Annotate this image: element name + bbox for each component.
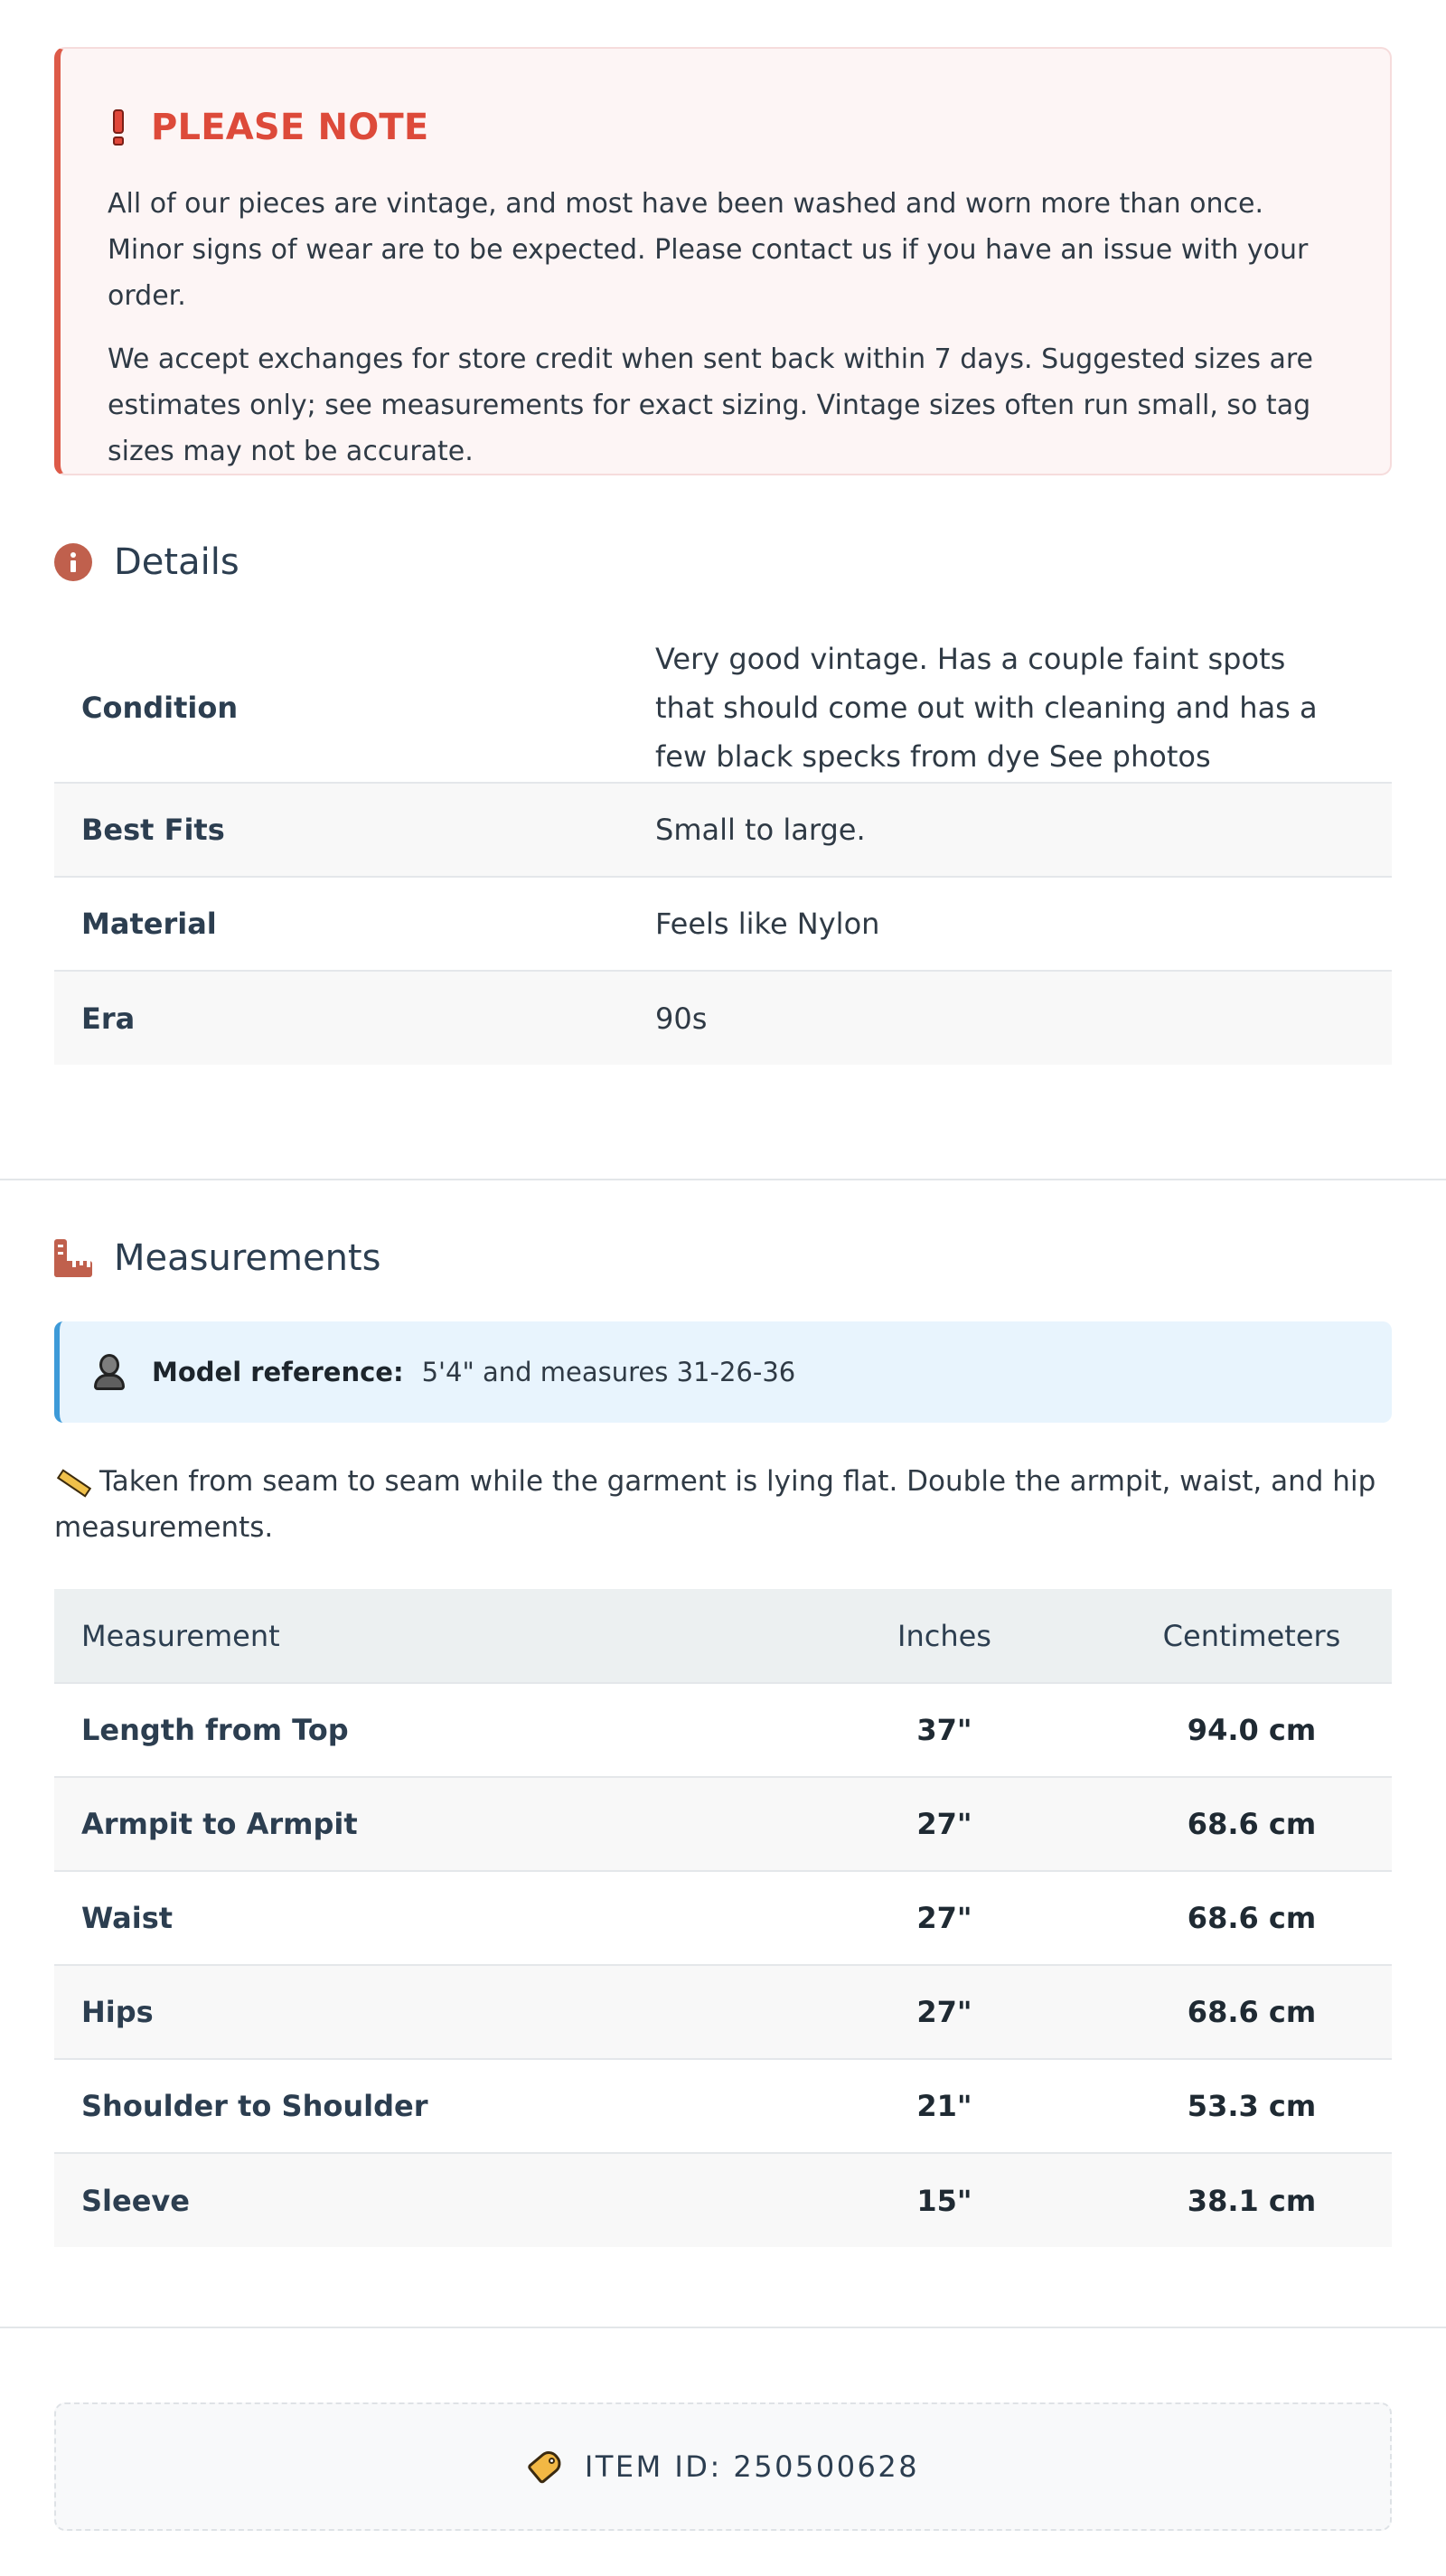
pencil-icon xyxy=(54,1470,90,1493)
table-row xyxy=(54,1871,1392,1965)
measurement-cm: 68.6 cm xyxy=(1112,1777,1392,1871)
measurement-name: Length from Top xyxy=(54,1683,777,1777)
model-reference-value: 5'4" and measures 31-26-36 xyxy=(421,1357,796,1387)
person-icon xyxy=(94,1354,125,1390)
details-row xyxy=(54,783,1392,877)
item-id-text: ITEM ID: 250500628 xyxy=(584,2449,920,2484)
measurement-inches: 27" xyxy=(777,1777,1112,1871)
info-icon xyxy=(54,543,92,581)
details-value: Feels like Nylon xyxy=(655,877,1392,971)
measurement-cm: 94.0 cm xyxy=(1112,1683,1392,1777)
section-divider xyxy=(0,1179,1446,1180)
measurement-cm: 38.1 cm xyxy=(1112,2153,1392,2247)
measurements-header xyxy=(54,1231,1392,1285)
model-reference-box xyxy=(54,1321,1392,1423)
details-row xyxy=(54,877,1392,971)
measurement-cm: 68.6 cm xyxy=(1112,1965,1392,2059)
table-row xyxy=(54,1777,1392,1871)
section-title: Details xyxy=(114,541,239,583)
details-label: Era xyxy=(54,971,655,1065)
measurements-table xyxy=(54,1589,1392,2247)
measurement-name: Waist xyxy=(54,1871,777,1965)
please-note-box xyxy=(54,47,1392,475)
measurement-cm: 68.6 cm xyxy=(1112,1871,1392,1965)
column-header-centimeters: Centimeters xyxy=(1112,1589,1392,1683)
notice-paragraph: All of our pieces are vintage, and most have been washed and worn more than once. Minor signs of wear are to be expected. Please contact us if you have an issue with your order. xyxy=(108,188,1309,312)
column-header-inches: Inches xyxy=(777,1589,1112,1683)
details-value: Very good vintage. Has a couple faint spots that should come out with cleaning and has a few black specks from dye See photos xyxy=(655,633,1392,783)
details-header xyxy=(54,535,1392,589)
measurement-note xyxy=(54,1459,1392,1551)
table-header-row xyxy=(54,1589,1392,1683)
details-row xyxy=(54,971,1392,1065)
details-value: Small to large. xyxy=(655,783,1392,877)
measurement-note-text: Taken from seam to seam while the garment is lying flat. Double the armpit, waist, and hip measurements. xyxy=(54,1465,1376,1544)
measurement-name: Sleeve xyxy=(54,2153,777,2247)
exclamation-icon xyxy=(108,109,127,146)
details-table xyxy=(54,633,1392,1065)
table-row xyxy=(54,1965,1392,2059)
section-title: Measurements xyxy=(114,1237,381,1279)
item-id-box xyxy=(54,2402,1392,2531)
column-header-measurement: Measurement xyxy=(54,1589,777,1683)
notice-paragraph: We accept exchanges for store credit when sent back within 7 days. Suggested sizes are estimates only; see measurements for exact sizing. Vintage sizes often run small, so tag sizes may not be accurate. xyxy=(108,343,1314,467)
table-row xyxy=(54,1683,1392,1777)
table-row xyxy=(54,2153,1392,2247)
measurement-name: Hips xyxy=(54,1965,777,2059)
measurement-inches: 27" xyxy=(777,1965,1112,2059)
ruler-icon xyxy=(54,1239,92,1277)
details-label: Best Fits xyxy=(54,783,655,877)
measurement-inches: 21" xyxy=(777,2059,1112,2153)
details-row xyxy=(54,633,1392,783)
details-value: 90s xyxy=(655,971,1392,1065)
tag-icon xyxy=(527,2449,567,2485)
details-label: Material xyxy=(54,877,655,971)
table-row xyxy=(54,2059,1392,2153)
measurement-name: Shoulder to Shoulder xyxy=(54,2059,777,2153)
measurement-name: Armpit to Armpit xyxy=(54,1777,777,1871)
measurement-inches: 15" xyxy=(777,2153,1112,2247)
measurement-cm: 53.3 cm xyxy=(1112,2059,1392,2153)
measurement-inches: 27" xyxy=(777,1871,1112,1965)
measurement-inches: 37" xyxy=(777,1683,1112,1777)
details-label: Condition xyxy=(54,633,655,783)
notice-title: PLEASE NOTE xyxy=(151,107,429,148)
model-reference-label: Model reference: xyxy=(152,1357,404,1387)
notice-header xyxy=(108,103,1345,152)
section-divider xyxy=(0,2327,1446,2328)
